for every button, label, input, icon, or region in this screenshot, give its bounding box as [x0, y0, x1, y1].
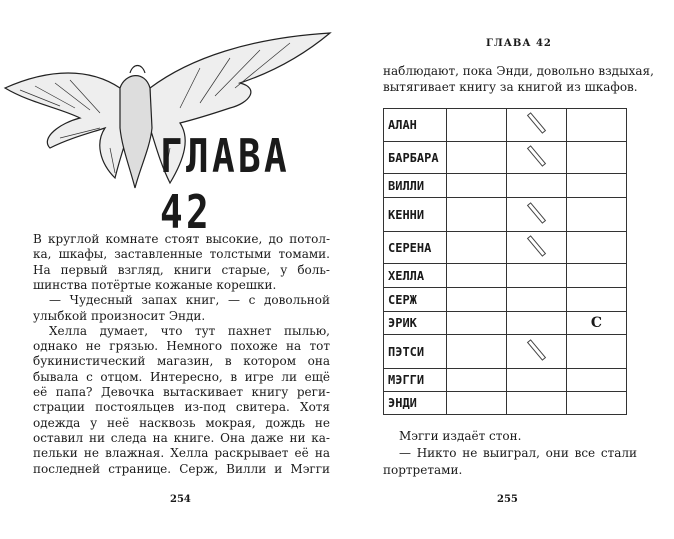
pen-icon [527, 202, 546, 224]
guest-name: СЕРЖ [384, 288, 447, 312]
text-line: Хелла думает, что тут пахнет пылью, [49, 324, 330, 338]
text-line: ка, шкафы, заставленные толстыми томами. [33, 247, 330, 261]
guest-name: КЕННИ [384, 198, 447, 232]
table-cell [447, 312, 507, 335]
pen-icon [527, 339, 546, 361]
table-cell [507, 369, 567, 392]
text-line: В круглой комнате стоят высокие, до потол- [33, 232, 330, 246]
table-cell [507, 198, 567, 232]
table-cell [567, 288, 627, 312]
text-line: её папа? Девочка вытаскивает книгу реги- [33, 385, 330, 399]
table-cell [567, 109, 627, 142]
guest-name: ПЭТСИ [384, 335, 447, 369]
text-line: улыбкой произносит Энди. [33, 309, 206, 323]
text-line: однако не грязью. Немного похоже на тот [33, 339, 330, 353]
text-line: наблюдают, пока Энди, довольно вздыхая, [383, 64, 654, 78]
table-cell [567, 264, 627, 288]
guest-name: ХЕЛЛА [384, 264, 447, 288]
text-line: бывала с отцом. Интересно, в игре ли ещё [33, 370, 330, 384]
text-line: букинистический магазин, в котором она [33, 354, 330, 368]
table-row [384, 174, 627, 198]
table-cell [507, 288, 567, 312]
table-cell [507, 392, 567, 415]
table-row [384, 369, 627, 392]
table-cell [447, 369, 507, 392]
table-cell [567, 335, 627, 369]
table-row [384, 232, 627, 264]
table-cell [447, 109, 507, 142]
table-cell [507, 142, 567, 174]
table-row [384, 264, 627, 288]
text-line: На первый взгляд, книги старые, у боль- [33, 263, 330, 277]
guest-name: ЭНДИ [384, 392, 447, 415]
table-cell [447, 174, 507, 198]
table-cell [507, 264, 567, 288]
page-number: 254 [170, 494, 191, 505]
guest-name: БАРБАРА [384, 142, 447, 174]
table-cell [567, 198, 627, 232]
text-line: пельки не влажная. Хелла раскрывает её на [33, 446, 330, 460]
table-row [384, 198, 627, 232]
text-line: портретами. [383, 463, 463, 477]
pen-icon [527, 235, 546, 257]
table-row [384, 142, 627, 174]
table-cell [447, 232, 507, 264]
table-cell [447, 198, 507, 232]
guest-name: ВИЛЛИ [384, 174, 447, 198]
chapter-title: ГЛАВА 42 [160, 129, 290, 239]
table-cell [447, 264, 507, 288]
right-page [337, 0, 674, 539]
table-cell [567, 392, 627, 415]
text-line: — Чудесный запах книг, — с довольной [49, 293, 330, 307]
table-cell [567, 232, 627, 264]
table-cell [507, 174, 567, 198]
text-line: шинства потёртые кожаные корешки. [33, 278, 277, 292]
pen-icon [527, 112, 546, 134]
guest-name: ЭРИК [384, 312, 447, 335]
table-cell [447, 142, 507, 174]
table-row [384, 288, 627, 312]
text-line: — Никто не выиграл, они все стали [399, 446, 637, 460]
table-cell [447, 335, 507, 369]
pen-icon [527, 145, 546, 167]
page-number: 255 [497, 494, 518, 505]
table-cell [507, 109, 567, 142]
guest-name: АЛАН [384, 109, 447, 142]
table-cell [507, 232, 567, 264]
table-row [384, 312, 627, 335]
guest-table [383, 108, 627, 415]
text-line: оставил ни следа на книге. Она даже ни ка- [33, 431, 330, 445]
table-cell [567, 142, 627, 174]
text-line: страции постояльцев из-под свитера. Хотя [33, 400, 330, 414]
text-line: последней странице. Серж, Вилли и Мэгги [33, 462, 330, 476]
guest-name: СЕРЕНА [384, 232, 447, 264]
text-line: Мэгги издаёт стон. [399, 429, 522, 443]
table-row [384, 392, 627, 415]
text-line: вытягивает книгу за книгой из шкафов. [383, 80, 638, 94]
table-cell [447, 288, 507, 312]
table-cell: С [567, 312, 627, 335]
guest-name: МЭГГИ [384, 369, 447, 392]
table-row [384, 109, 627, 142]
text-line: одежда у неё насквозь мокрая, дождь не [33, 416, 330, 430]
table-cell [567, 369, 627, 392]
table-cell [567, 174, 627, 198]
running-head: ГЛАВА 42 [486, 38, 552, 49]
table-cell [447, 392, 507, 415]
table-row [384, 335, 627, 369]
table-cell [507, 312, 567, 335]
table-cell [507, 335, 567, 369]
